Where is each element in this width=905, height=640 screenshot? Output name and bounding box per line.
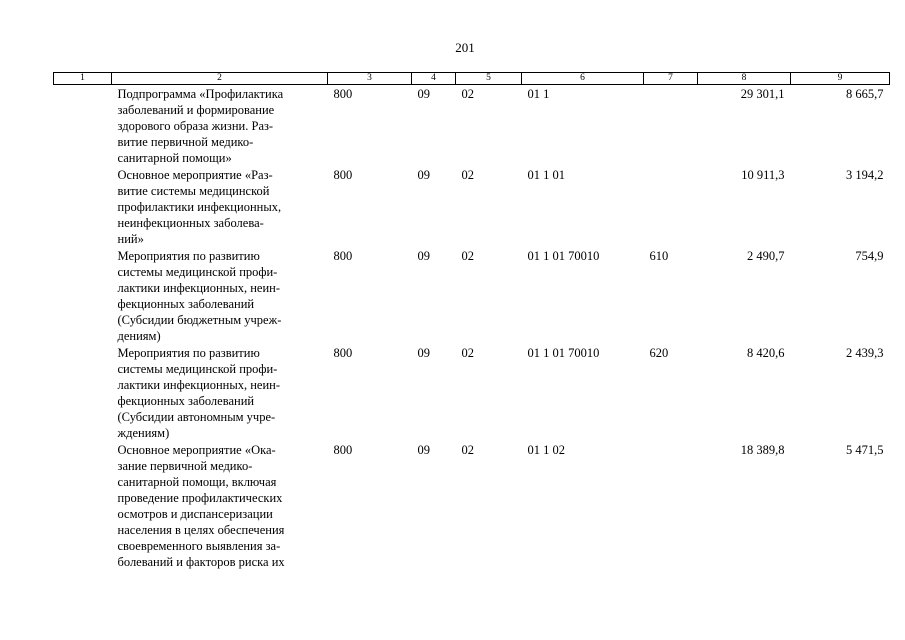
cell-col5: 02 [461,87,474,101]
cell-col9: 3 194,2 [846,168,884,182]
cell-name: Мероприятия по развитию системы медицинской профи- лактики инфекционных, неин- фекционных заболеваний (Субсидии бюджетным учреж- дениям) [117,249,282,343]
cell-col7: 610 [649,249,669,263]
cell-col3: 800 [333,443,353,457]
page-number: 201 [455,40,475,55]
table-row [54,166,890,247]
cell-col6: 01 1 01 70010 [527,249,600,263]
table-row [54,85,890,167]
budget-table [53,72,890,570]
cell-col4: 09 [417,443,430,457]
cell-col1 [54,85,112,167]
table-header [54,73,890,85]
cell-col6: 01 1 01 70010 [527,346,600,360]
cell-col6: 01 1 [527,87,550,101]
column-header-9: 9 [791,73,890,85]
cell-col6: 01 1 02 [527,443,565,457]
cell-col8: 8 420,6 [747,346,785,360]
cell-name: Основное мероприятие «Раз- витие системы медицинской профилактики инфекционных, неинфекционных заболева- ний» [117,168,282,246]
cell-col1 [54,247,112,344]
cell-col8: 18 389,8 [740,443,785,457]
cell-col6: 01 1 01 [527,168,565,182]
cell-col3: 800 [333,346,353,360]
cell-col7 [644,441,698,570]
cell-col1 [54,344,112,441]
cell-col9: 5 471,5 [846,443,884,457]
cell-col5: 02 [461,443,474,457]
cell-col4: 09 [417,87,430,101]
cell-col4: 09 [417,249,430,263]
cell-col8: 2 490,7 [747,249,785,263]
column-header-6: 6 [522,73,644,85]
cell-col5: 02 [461,168,474,182]
cell-col1 [54,441,112,570]
column-header-4: 4 [412,73,456,85]
cell-name: Основное мероприятие «Ока- зание первичной медико- санитарной помощи, включая проведение профилактических осмотров и диспансеризации населения в целях обеспечения своевременного выявления за- болеваний и факторов риска их [117,443,285,569]
table-row [54,344,890,441]
column-header-5: 5 [456,73,522,85]
cell-col3: 800 [333,168,353,182]
cell-col7: 620 [649,346,669,360]
cell-col9: 8 665,7 [846,87,884,101]
table-row [54,247,890,344]
table-row [54,441,890,570]
cell-col8: 10 911,3 [741,168,785,182]
cell-col9: 2 439,3 [846,346,884,360]
cell-col5: 02 [461,346,474,360]
cell-col7 [644,166,698,247]
column-header-7: 7 [644,73,698,85]
cell-col9: 754,9 [855,249,884,263]
cell-col3: 800 [333,87,353,101]
column-header-8: 8 [698,73,791,85]
cell-col4: 09 [417,346,430,360]
cell-name: Мероприятия по развитию системы медицинской профи- лактики инфекционных, неин- фекционных заболеваний (Субсидии автономным учре- ждениям) [117,346,281,440]
cell-col5: 02 [461,249,474,263]
cell-col3: 800 [333,249,353,263]
cell-col7 [644,85,698,167]
cell-col4: 09 [417,168,430,182]
cell-col8: 29 301,1 [740,87,785,101]
column-header-1: 1 [54,73,112,85]
column-header-2: 2 [112,73,328,85]
cell-name: Подпрограмма «Профилактика заболеваний и формирование здорового образа жизни. Раз- витие первичной медико- санитарной помощи» [117,87,284,165]
cell-col1 [54,166,112,247]
column-header-3: 3 [328,73,412,85]
table-body [54,85,890,571]
